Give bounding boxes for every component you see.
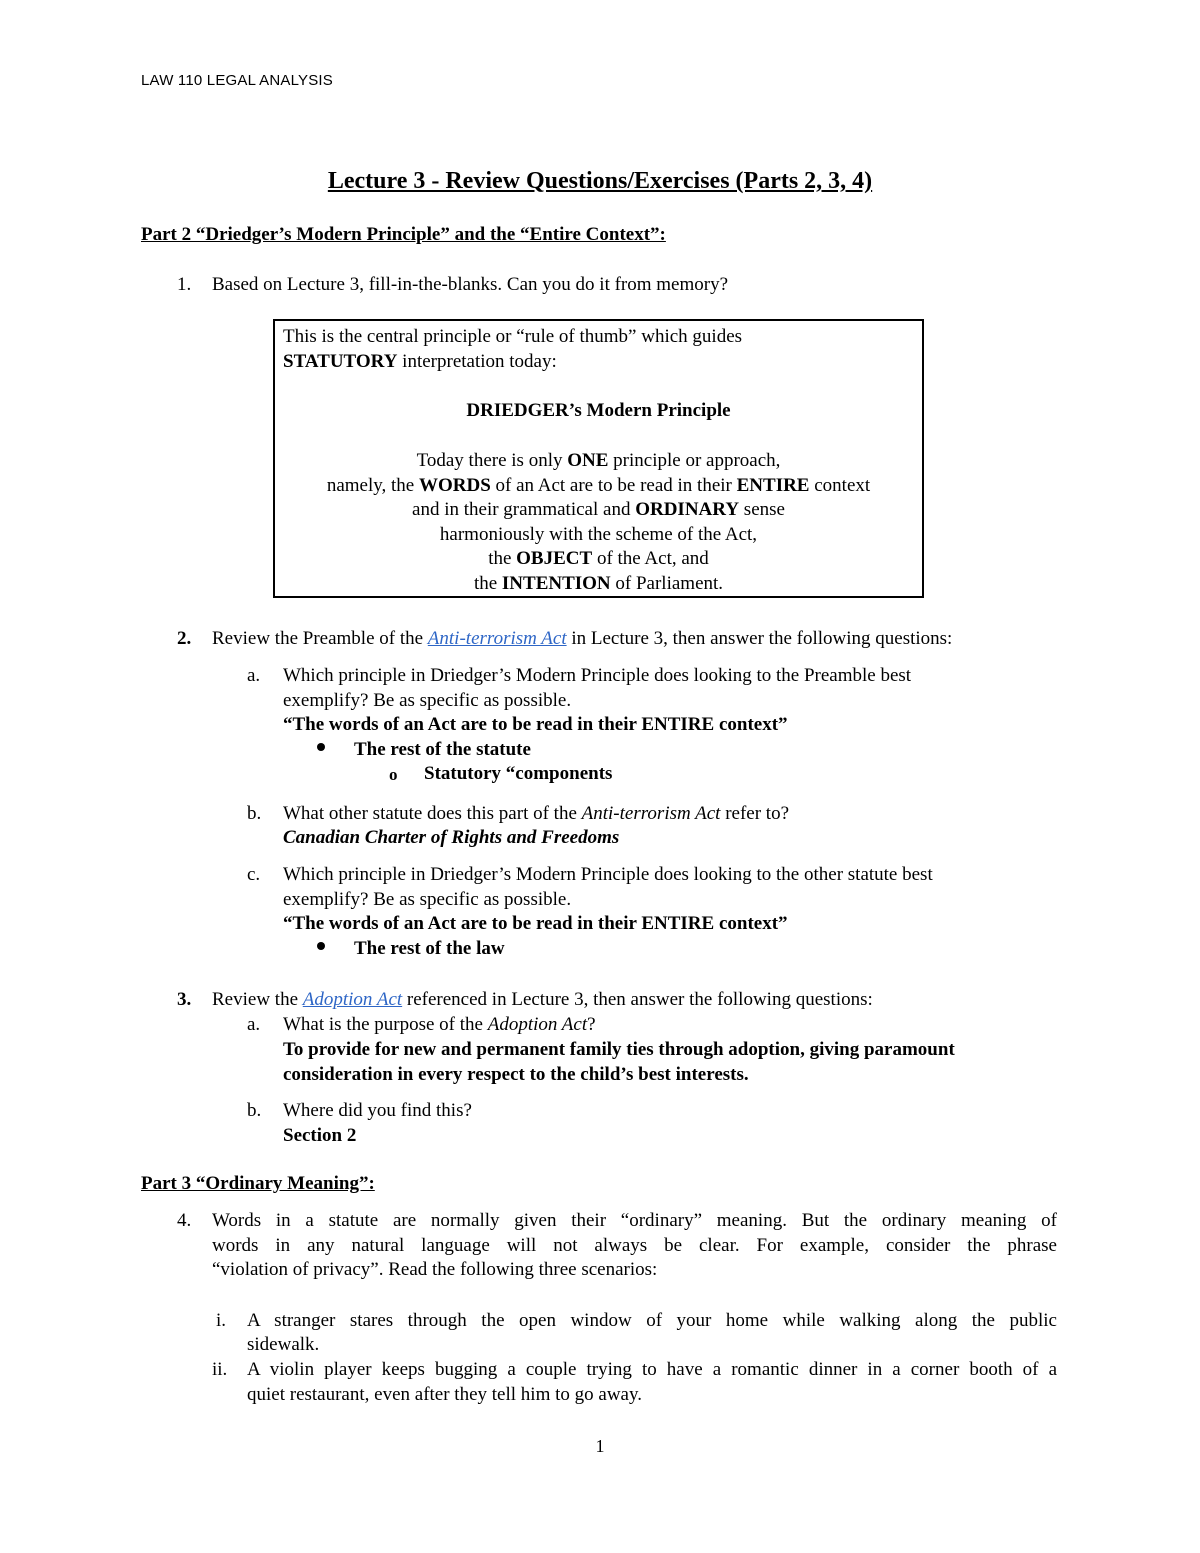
q2b-answer: Canadian Charter of Rights and Freedoms [283, 827, 620, 848]
scenario-line2: sidewalk. [247, 1334, 320, 1355]
q4-line1: Words in a statute are normally given their “ordinary” meaning. But the ordinary meaning of [212, 1210, 1057, 1231]
q2a-line2: exemplify? Be as specific as possible. [283, 690, 572, 711]
q3b-text: Where did you find this? [283, 1100, 472, 1121]
part2-heading: Part 2 “Driedger’s Modern Principle” and the “Entire Context”: [141, 224, 666, 245]
part3-heading: Part 3 “Ordinary Meaning”: [141, 1173, 375, 1194]
q2b-label: b. [247, 803, 262, 824]
q2c-line1: Which principle in Driedger’s Modern Principle does looking to the other statute best [283, 864, 933, 885]
page-header: LAW 110 LEGAL ANALYSIS [141, 72, 333, 89]
q3b-label: b. [247, 1100, 262, 1121]
box-principle-line4: harmoniously with the scheme of the Act, [439, 524, 758, 545]
bullet-icon [317, 743, 325, 751]
q4-number: 4. [177, 1210, 192, 1231]
box-principle-line2: namely, the WORDS of an Act are to be read in their ENTIRE context [326, 475, 871, 496]
box-principle-line1: Today there is only ONE principle or approach, [416, 450, 781, 471]
q4-line2: words in any natural language will not always be clear. For example, consider the phrase [212, 1235, 1057, 1256]
q4-line3: “violation of privacy”. Read the following three scenarios: [212, 1259, 658, 1280]
box-principle-line6: the INTENTION of Parliament. [473, 573, 724, 594]
box-heading: DRIEDGER’s Modern Principle [466, 400, 731, 421]
q3a-answer-line1: To provide for new and permanent family ties through adoption, giving paramount [283, 1039, 955, 1060]
q2a-line1: Which principle in Driedger’s Modern Principle does looking to the Preamble best [283, 665, 912, 686]
box-line1: This is the central principle or “rule of thumb” which guides [283, 326, 743, 347]
q3b-answer: Section 2 [283, 1125, 357, 1146]
anti-terrorism-act-link[interactable]: Anti-terrorism Act [427, 628, 567, 649]
scenario-line1: A violin player keeps bugging a couple trying to have a romantic dinner in a corner booth of a [247, 1359, 1057, 1380]
q3a-label: a. [247, 1014, 261, 1035]
box-line2: STATUTORY interpretation today: [283, 351, 557, 372]
q2a-bullet: The rest of the statute [354, 739, 531, 760]
q2c-line2: exemplify? Be as specific as possible. [283, 889, 572, 910]
q1-text: Based on Lecture 3, fill-in-the-blanks. Can you do it from memory? [212, 274, 729, 295]
q2-text: Review the Preamble of the Anti-terrorism Act in Lecture 3, then answer the following questions: [212, 628, 953, 649]
q2c-bullet: The rest of the law [354, 938, 505, 959]
adoption-act-link[interactable]: Adoption Act [302, 989, 403, 1010]
scenario-line1: A stranger stares through the open window of your home while walking along the public [247, 1310, 1057, 1331]
q2b-text: What other statute does this part of the Anti-terrorism Act refer to? [283, 803, 790, 824]
q2c-label: c. [247, 864, 261, 885]
page-number: 1 [595, 1436, 605, 1456]
q1-number: 1. [177, 274, 192, 295]
q2-number: 2. [177, 628, 192, 649]
document-title: Lecture 3 - Review Questions/Exercises (Parts 2, 3, 4) [327, 168, 873, 194]
q3a-text: What is the purpose of the Adoption Act? [283, 1014, 596, 1035]
box-principle-line5: the OBJECT of the Act, and [488, 548, 709, 569]
scenario-line2: quiet restaurant, even after they tell him to go away. [247, 1384, 642, 1405]
sub-bullet-marker: o [389, 765, 398, 784]
q3a-answer-line2: consideration in every respect to the child’s best interests. [283, 1064, 749, 1085]
q2a-answer: “The words of an Act are to be read in their ENTIRE context” [283, 714, 788, 735]
q3-number: 3. [177, 989, 192, 1010]
q3-text: Review the Adoption Act referenced in Lecture 3, then answer the following questions: [212, 989, 873, 1010]
bullet-icon [317, 942, 325, 950]
q2a-sub-bullet: Statutory “components [424, 763, 613, 784]
box-principle-line3: and in their grammatical and ORDINARY sense [412, 499, 785, 520]
scenario-label: i. [216, 1310, 227, 1331]
scenario-label: ii. [212, 1359, 228, 1380]
q2c-answer: “The words of an Act are to be read in their ENTIRE context” [283, 913, 788, 934]
q2a-label: a. [247, 665, 261, 686]
